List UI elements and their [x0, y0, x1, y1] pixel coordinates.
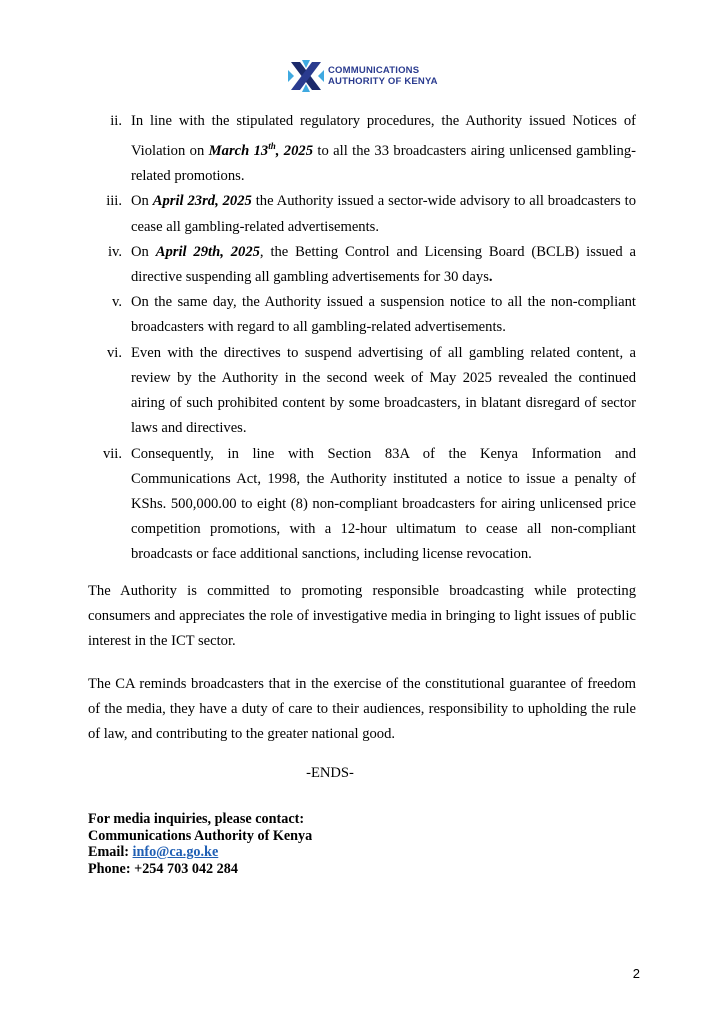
logo	[288, 58, 438, 94]
list-item	[88, 189, 636, 239]
email-link[interactable]: info@ca.go.ke	[132, 844, 219, 860]
list-item	[88, 341, 636, 442]
list-number: iv.	[107, 243, 122, 260]
contact-phone: Phone: +254 703 042 284	[88, 860, 238, 877]
violation-list	[88, 109, 636, 568]
list-number: ii.	[110, 113, 122, 129]
page-number: 2	[632, 966, 640, 981]
contact-email: Email: info@ca.go.ke	[88, 844, 219, 860]
list-item	[88, 442, 636, 568]
list-text: Even with the directives to suspend advertising of all gambling related content, a review by the Authority in the second week of May 2025 revealed the continued airing of such prohibited content by some broadcasters, in blatant disregard of sector laws and directives.	[131, 344, 636, 437]
list-number: iii.	[106, 193, 122, 210]
contact-block	[88, 811, 488, 877]
list-number: vi.	[107, 344, 122, 361]
list-text: In line with the stipulated regulatory procedures, the Authority issued Notices of Violation on March 13th, 2025 to all the 33 broadcasters airing unlicensed gambling-related promotions.	[131, 113, 637, 185]
body-paragraph: The CA reminds broadcasters that in the exercise of the constitutional guarantee of freedom of the media, they have a duty of care to their audiences, responsibility to upholding the rule of law, and contributing to the greater national good.	[88, 676, 636, 743]
logo-line-2: AUTHORITY OF KENYA	[328, 76, 438, 87]
list-number: v.	[112, 294, 122, 311]
ends-marker: -ENDS-	[306, 765, 354, 781]
list-item	[88, 290, 636, 340]
list-number: vii.	[102, 445, 122, 462]
contact-org: Communications Authority of Kenya	[88, 827, 313, 844]
logo-text	[328, 65, 438, 87]
list-item	[88, 109, 636, 189]
list-text: On April 23rd, 2025 the Authority issued a sector-wide advisory to all broadcasters to cease all gambling-related advertisements.	[131, 193, 636, 235]
list-text: On April 29th, 2025, the Betting Control and Licensing Board (BCLB) issued a directive suspending all gambling advertisements for 30 days.	[131, 243, 636, 286]
list-text: Consequently, in line with Section 83A of the Kenya Information and Communications Act, 1998, the Authority instituted a notice to issue a penalty of KShs. 500,000.00 to eight (8) non-compliant broadcasters for airing unlicensed price competition promotions, with a 12-hour ultimatum to cease all non-compliant broadcasts or face additional sanctions, including license revocation.	[131, 445, 636, 563]
list-item	[88, 240, 636, 290]
list-text: On the same day, the Authority issued a suspension notice to all the non-compliant broadcasters with regard to all gambling-related advertisements.	[131, 294, 636, 336]
logo-line-1: COMMUNICATIONS	[328, 65, 420, 76]
contact-heading: For media inquiries, please contact:	[88, 811, 305, 827]
ca-logo-icon	[288, 58, 324, 94]
body-paragraph: The Authority is committed to promoting responsible broadcasting while protecting consumers and appreciates the role of investigative media in bringing to light issues of public interest in the ICT sector.	[88, 583, 636, 650]
